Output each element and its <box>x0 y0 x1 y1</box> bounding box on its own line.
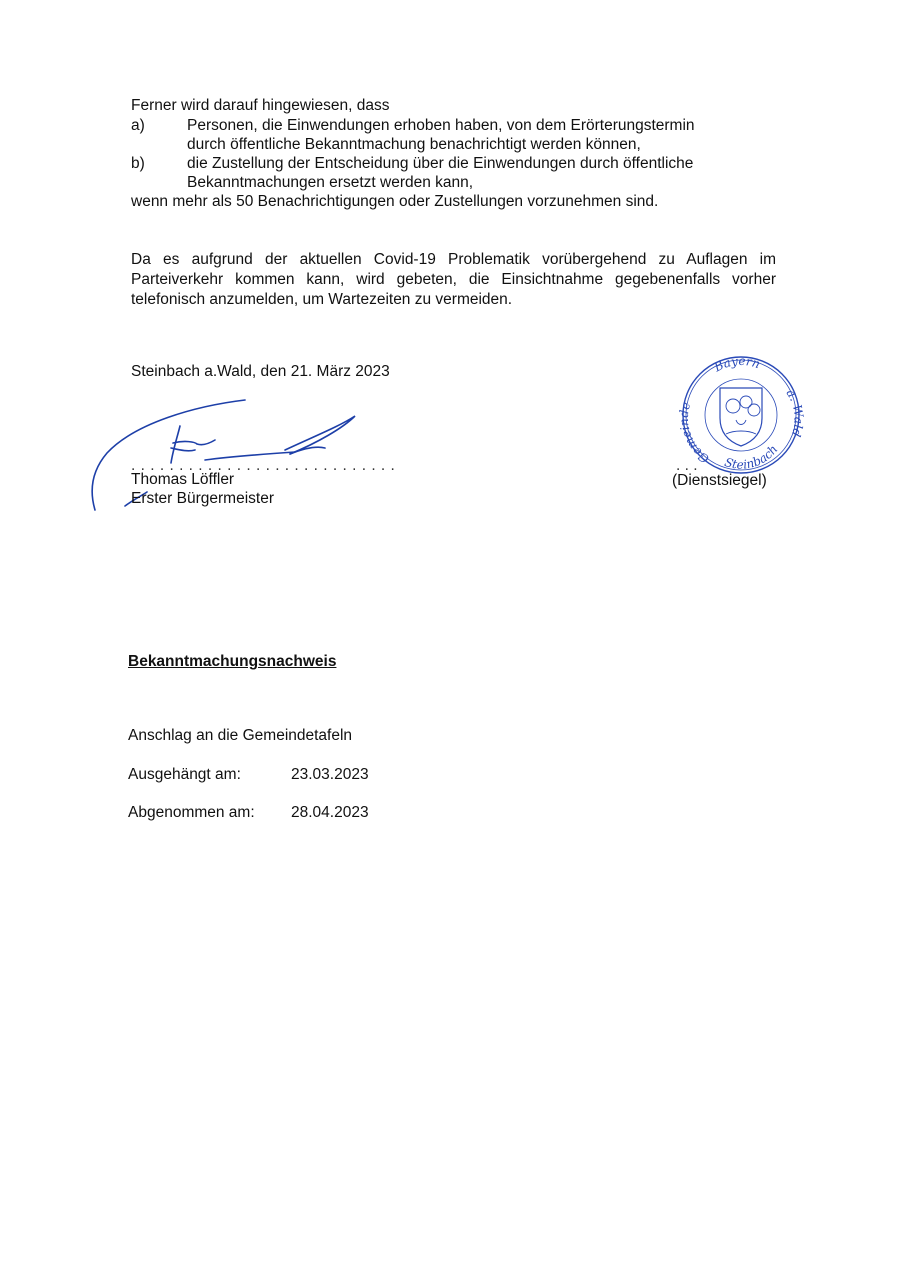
seal-text-right: a. Wald <box>783 386 806 439</box>
covid-paragraph <box>131 250 776 310</box>
covid-line-3: telefonisch anzumelden, um Wartezeiten zu vermeiden. <box>131 291 513 308</box>
seal-dots: . . . <box>676 457 698 474</box>
item-a-line1: Personen, die Einwendungen erhoben haben, von dem Erörterungstermin <box>187 117 695 134</box>
removed-date: 28.04.2023 <box>291 804 369 821</box>
item-a-marker: a) <box>131 117 145 134</box>
seal-label: (Dienstsiegel) <box>672 472 767 489</box>
signature-dots: . . . . . . . . . . . . . . . . . . . . . . . . . . . . <box>131 457 396 474</box>
seal-text-bottom: Steinbach <box>722 442 781 472</box>
item-b-line2: Bekanntmachungen ersetzt werden kann, <box>187 174 474 191</box>
removed-label: Abgenommen am: <box>128 804 255 821</box>
posted-label: Ausgehängt am: <box>128 766 241 783</box>
item-b-marker: b) <box>131 155 145 172</box>
seal-text-left: Gemeinde <box>676 400 712 467</box>
svg-text:Steinbach <box>723 442 781 471</box>
svg-text:Bayern <box>711 354 762 375</box>
seal-text-top: Bayern <box>711 353 762 375</box>
covid-line-2: Parteiverkehr kommen kann, wird gebeten, die Einsichtnahme gegebenenfalls vorher <box>131 271 776 288</box>
signer-name: Thomas Löffler <box>131 471 235 488</box>
place-date: Steinbach a.Wald, den 21. März 2023 <box>131 363 390 380</box>
notice-closing: wenn mehr als 50 Benachrichtigungen oder Zustellungen vorzunehmen sind. <box>131 193 659 210</box>
posting-location: Anschlag an die Gemeindetafeln <box>128 727 353 744</box>
posted-date: 23.03.2023 <box>291 766 369 783</box>
signer-role: Erster Bürgermeister <box>131 490 274 507</box>
covid-line-1: Da es aufgrund der aktuellen Covid-19 Problematik vorübergehend zu Auflagen im <box>131 251 776 268</box>
item-b-line1: die Zustellung der Entscheidung über die Einwendungen durch öffentliche <box>187 155 694 172</box>
proof-heading: Bekanntmachungsnachweis <box>128 653 337 670</box>
item-a-line2: durch öffentliche Bekanntmachung benachrichtigt werden können, <box>187 136 641 153</box>
svg-text:a. Wald <box>783 387 806 439</box>
notice-intro: Ferner wird darauf hingewiesen, dass <box>131 97 390 114</box>
